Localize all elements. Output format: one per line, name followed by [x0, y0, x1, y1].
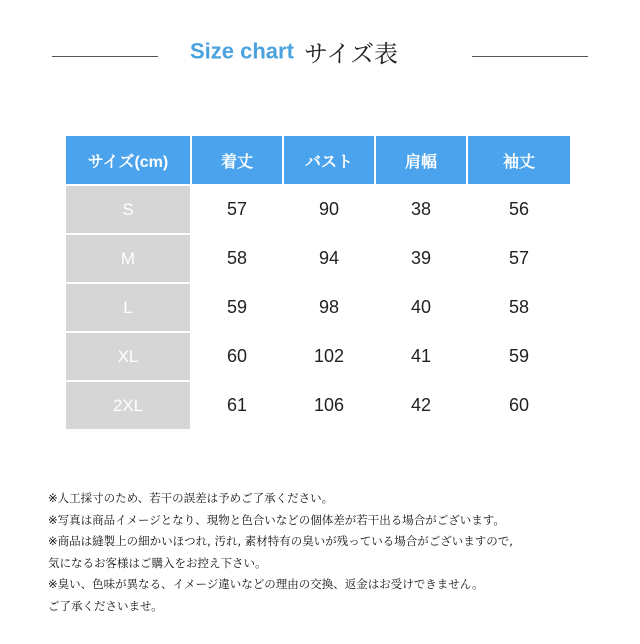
title-english: Size chart [190, 38, 294, 64]
table-cell: 42 [376, 382, 466, 429]
size-table [64, 134, 572, 431]
size-label: XL [66, 333, 190, 380]
note-line: ※商品は縫製上の細かいほつれ, 汚れ, 素材特有の臭いが残っている場合がございますので, [48, 534, 513, 548]
header-bust: バスト [284, 136, 374, 184]
note-line: ※人工採寸のため、若干の誤差は予めご了承ください。 [48, 491, 334, 505]
table-row [66, 382, 570, 429]
table-cell: 106 [284, 382, 374, 429]
table-row [66, 235, 570, 282]
title-rule-left [52, 56, 158, 57]
table-cell: 39 [376, 235, 466, 282]
title-row [0, 34, 640, 74]
header-length: 着丈 [192, 136, 282, 184]
table-cell: 56 [468, 186, 570, 233]
table-cell: 59 [192, 284, 282, 331]
table-row [66, 284, 570, 331]
size-label: L [66, 284, 190, 331]
note-line: 気になるお客様はご購入をお控え下さい。 [48, 555, 267, 570]
table-cell: 41 [376, 333, 466, 380]
table-cell: 38 [376, 186, 466, 233]
table-cell: 94 [284, 235, 374, 282]
note-line: ※臭い、色味が異なる、イメージ違いなどの理由の交換、返金はお受けできません。 [48, 577, 484, 591]
table-cell: 102 [284, 333, 374, 380]
table-cell: 40 [376, 284, 466, 331]
table-cell: 60 [192, 333, 282, 380]
table-cell: 98 [284, 284, 374, 331]
page-title [190, 34, 450, 74]
table-cell: 57 [192, 186, 282, 233]
table-cell: 57 [468, 235, 570, 282]
table-row [66, 186, 570, 233]
title-japanese: サイズ表 [303, 40, 399, 68]
table-cell: 61 [192, 382, 282, 429]
table-cell: 58 [192, 235, 282, 282]
size-label: S [66, 186, 190, 233]
note-line: ご了承くださいませ。 [48, 598, 163, 613]
header-shoulder: 肩幅 [376, 136, 466, 184]
note-line: ※写真は商品イメージとなり、現物と色合いなどの個体差が若干出る場合がございます。 [48, 512, 505, 527]
table-cell: 60 [468, 382, 570, 429]
table-header-row [66, 136, 570, 184]
table-row [66, 333, 570, 380]
header-sleeve: 袖丈 [468, 136, 570, 184]
header-size: サイズ(cm) [66, 136, 190, 184]
size-label: M [66, 235, 190, 282]
table-cell: 90 [284, 186, 374, 233]
title-rule-right [472, 56, 588, 57]
table-cell: 58 [468, 284, 570, 331]
notes-block [48, 488, 628, 617]
size-label: 2XL [66, 382, 190, 429]
table-cell: 59 [468, 333, 570, 380]
